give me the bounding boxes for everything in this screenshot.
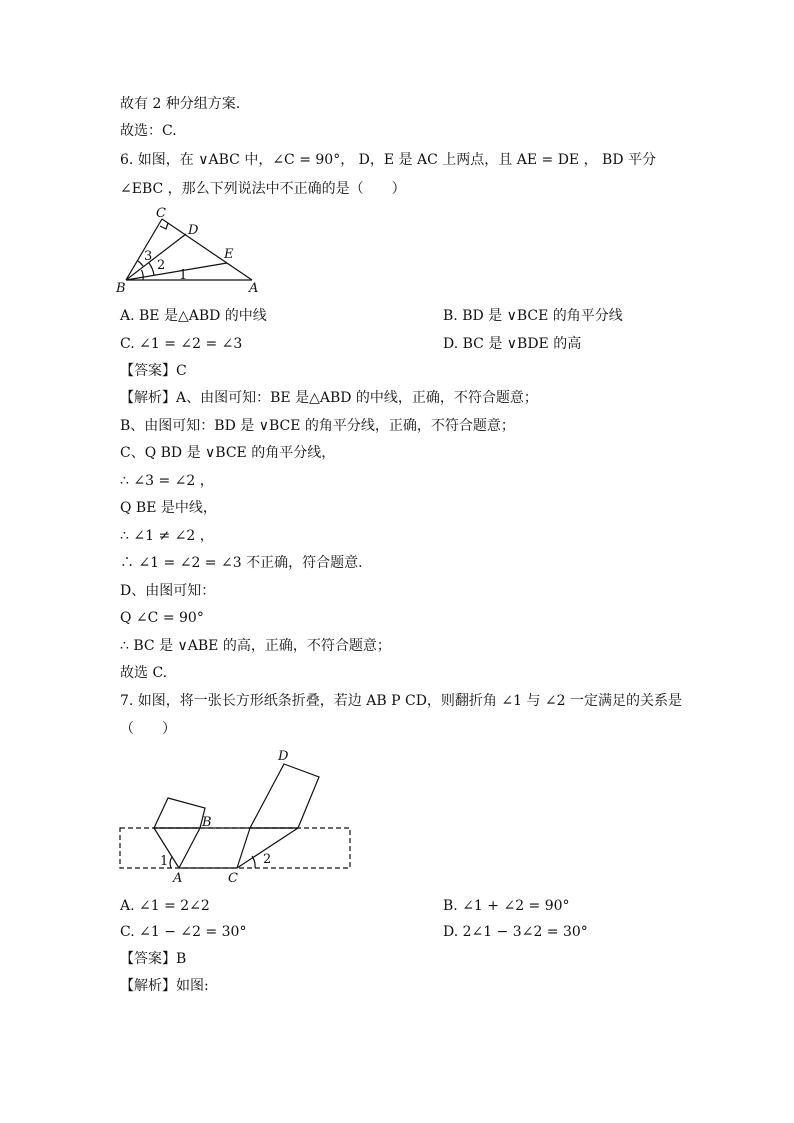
q6-analysis-5: Q BE 是中线， bbox=[120, 500, 217, 516]
angle-3-label: 3 bbox=[144, 249, 153, 264]
q7-folded-strip-figure bbox=[112, 744, 362, 890]
q6-analysis-3: C、Q BD 是 ∨BCE 的角平分线， bbox=[120, 445, 336, 461]
q6-answer: 【答案】C bbox=[120, 363, 187, 379]
q6-analysis-9: Q ∠C = 90° bbox=[120, 610, 204, 626]
q6-analysis-6: ∴ ∠1 ≠ ∠2 ， bbox=[120, 528, 214, 544]
q6-stem-line1: 6. 如图，在 ∨ABC 中，∠C = 90°， D，E 是 AC 上两点，且 AE = DE ， BD 平分 bbox=[120, 152, 656, 168]
q6-option-b: B. BD 是 ∨BCE 的角平分线 bbox=[443, 308, 623, 324]
q6-option-c: C. ∠1 = ∠2 = ∠3 bbox=[120, 336, 243, 352]
q6-analysis-4: ∴ ∠3 = ∠2 ， bbox=[120, 473, 214, 489]
q7-answer: 【答案】B bbox=[120, 951, 187, 967]
q6-stem-line2: ∠EBC ，那么下列说法中不正确的是（ ） bbox=[120, 181, 406, 197]
q6-analysis-7: ∴ ∠1 = ∠2 = ∠3 不正确，符合题意. bbox=[120, 555, 363, 571]
q7-stem-line2: （ ） bbox=[120, 721, 176, 737]
q7-option-a: A. ∠1 = 2∠2 bbox=[120, 898, 210, 914]
label-B: B bbox=[116, 281, 126, 296]
label-B: B bbox=[202, 815, 212, 830]
label-E: E bbox=[224, 247, 234, 262]
angle-1-label: 1 bbox=[160, 854, 169, 869]
label-D: D bbox=[188, 223, 199, 238]
q6-triangle-figure bbox=[112, 204, 272, 296]
line-conclusion: 故有 2 种分组方案. bbox=[120, 96, 241, 112]
line-choice: 故选：C. bbox=[120, 123, 177, 139]
label-C: C bbox=[156, 206, 166, 221]
q6-analysis-11: 故选 C. bbox=[120, 665, 168, 681]
q6-analysis-2: B、由图可知：BD 是 ∨BCE 的角平分线，正确，不符合题意； bbox=[120, 418, 515, 434]
angle-2-label: 2 bbox=[157, 258, 166, 273]
label-D: D bbox=[278, 749, 289, 764]
q7-option-b: B. ∠1 + ∠2 = 90° bbox=[443, 898, 570, 914]
q7-option-c: C. ∠1 − ∠2 = 30° bbox=[120, 924, 247, 940]
q7-analysis: 【解析】如图: bbox=[120, 978, 209, 994]
q6-analysis-1: 【解析】A、由图可知：BE 是△ABD 的中线，正确，不符合题意； bbox=[120, 390, 538, 406]
label-A: A bbox=[249, 281, 259, 296]
q7-stem-line1: 7. 如图，将一张长方形纸条折叠，若边 AB P CD，则翻折角 ∠1 与 ∠2 一定满足的关系是 bbox=[120, 693, 682, 709]
q6-analysis-10: ∴ BC 是 ∨ABE 的高，正确，不符合题意； bbox=[120, 638, 391, 654]
label-A: A bbox=[173, 871, 183, 886]
label-C: C bbox=[228, 871, 238, 886]
q6-option-a: A. BE 是△ABD 的中线 bbox=[120, 308, 267, 324]
q6-option-d: D. BC 是 ∨BDE 的高 bbox=[443, 336, 582, 352]
q7-option-d: D. 2∠1 − 3∠2 = 30° bbox=[443, 924, 588, 940]
q6-analysis-8: D、由图可知： bbox=[120, 583, 216, 599]
angle-2-label: 2 bbox=[263, 852, 272, 867]
angle-1-label: 1 bbox=[179, 268, 188, 283]
